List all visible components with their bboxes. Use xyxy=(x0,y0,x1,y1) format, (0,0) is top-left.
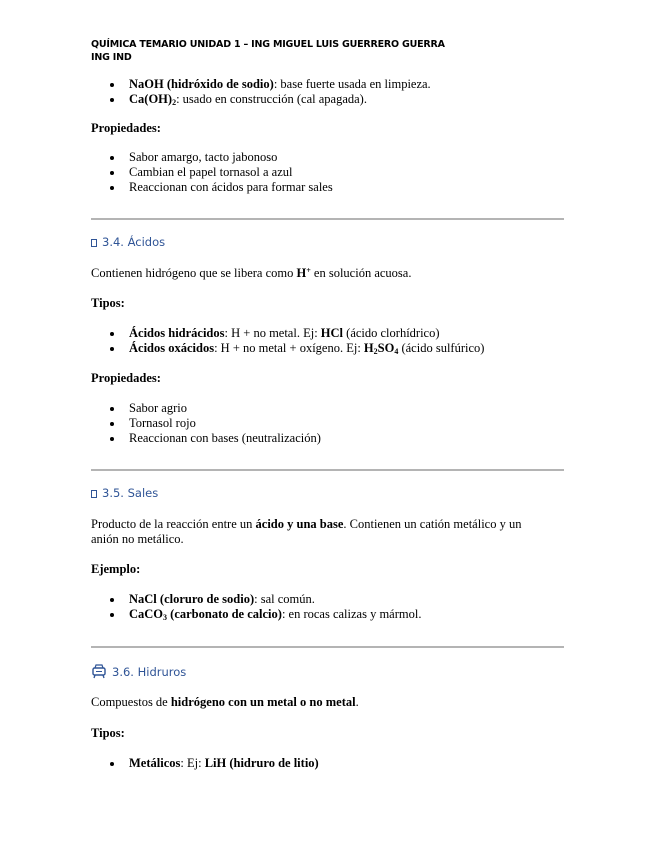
list-item: Cambian el papel tornasol a azul xyxy=(91,165,561,180)
stove-icon xyxy=(91,663,107,679)
sales-examples-list xyxy=(91,592,561,622)
acidos-tipos-list xyxy=(91,326,561,356)
acidos-heading: 3.4. Ácidos xyxy=(91,235,165,250)
placeholder-box-icon xyxy=(91,490,97,498)
list-item: Reaccionan con bases (neutralización) xyxy=(91,431,561,446)
hidruros-tipos-title: Tipos: xyxy=(91,726,125,740)
bullet-icon xyxy=(110,437,114,441)
bullet-icon xyxy=(110,598,114,602)
list-item: Ácidos hidrácidos: H + no metal. Ej: HCl (ácido clorhídrico) xyxy=(91,326,561,341)
header-subtitle: ING IND xyxy=(91,52,132,63)
bullet-icon xyxy=(110,422,114,426)
list-item: Sabor amargo, tacto jabonoso xyxy=(91,150,561,165)
hidruros-intro: Compuestos de hidrógeno con un metal o no metal. xyxy=(91,695,359,709)
bullet-icon xyxy=(110,156,114,160)
bullet-icon xyxy=(110,332,114,336)
page-header xyxy=(91,38,561,64)
bullet-icon xyxy=(110,347,114,351)
hidruros-heading: 3.6. Hidruros xyxy=(91,663,186,680)
acidos-tipos-title: Tipos: xyxy=(91,296,125,310)
bullet-icon xyxy=(110,98,114,102)
bases-props-list xyxy=(91,150,561,195)
bullet-icon xyxy=(110,407,114,411)
section-divider xyxy=(91,469,564,471)
hidruros-tipos-list xyxy=(91,756,561,771)
acidos-intro: Contienen hidrógeno que se libera como H+ en solución acuosa. xyxy=(91,266,412,280)
sales-ejemplo-title: Ejemplo: xyxy=(91,562,141,576)
bullet-icon xyxy=(110,171,114,175)
list-item: Metálicos: Ej: LiH (hidruro de litio) xyxy=(91,756,561,771)
bullet-icon xyxy=(110,762,114,766)
section-divider xyxy=(91,646,564,648)
list-item: CaCO$_3$ (carbonato de calcio): en rocas calizas y mármol. xyxy=(91,607,561,622)
list-item: NaCl (cloruro de sodio): sal común. xyxy=(91,592,561,607)
list-item: $Ca(OH)_2$: usado en construcción (cal apagada). xyxy=(91,92,561,107)
list-item: Reaccionan con ácidos para formar sales xyxy=(91,180,561,195)
acidos-props-list xyxy=(91,401,561,446)
bullet-icon xyxy=(110,186,114,190)
list-item: Ácidos oxácidos: H + no metal + oxígeno. Ej: $H_2SO_4$ (ácido sulfúrico) xyxy=(91,341,561,356)
sales-heading: 3.5. Sales xyxy=(91,486,158,501)
list-item: Sabor agrio xyxy=(91,401,561,416)
header-title: QUÍMICA TEMARIO UNIDAD 1 – ING MIGUEL LUIS GUERRERO GUERRA xyxy=(91,39,445,50)
bases-props-title: Propiedades: xyxy=(91,121,161,135)
bases-examples-list xyxy=(91,77,561,107)
acidos-props-title: Propiedades: xyxy=(91,371,161,385)
list-item: Tornasol rojo xyxy=(91,416,561,431)
bullet-icon xyxy=(110,83,114,87)
sales-intro: Producto de la reacción entre un ácido y una base. Contienen un catión metálico y un anión no metálico. xyxy=(91,517,522,546)
list-item: NaOH (hidróxido de sodio): base fuerte usada en limpieza. xyxy=(91,77,561,92)
bullet-icon xyxy=(110,613,114,617)
section-divider xyxy=(91,218,564,220)
placeholder-box-icon xyxy=(91,239,97,247)
